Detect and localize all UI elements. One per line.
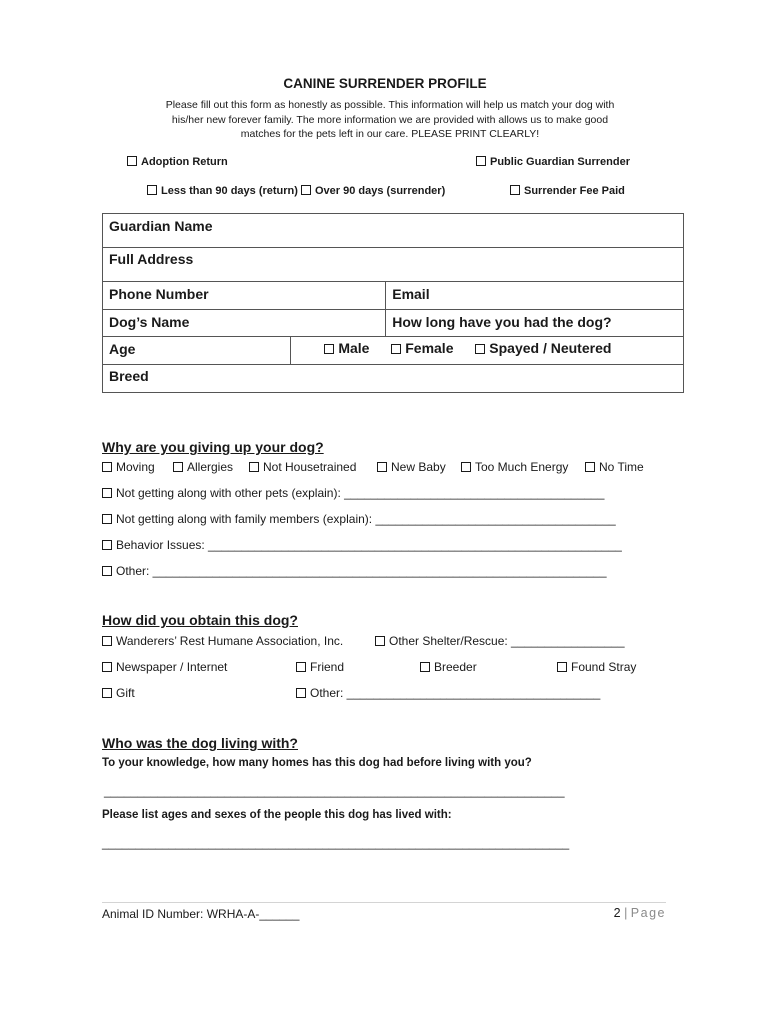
adoption-return-option[interactable]: Adoption Return xyxy=(127,156,228,168)
email-field[interactable]: Email xyxy=(386,282,684,310)
reason-new-baby[interactable]: New Baby xyxy=(377,460,446,474)
obtain-breeder[interactable]: Breeder xyxy=(420,660,477,674)
checkbox-icon[interactable] xyxy=(475,344,485,354)
checkbox-icon[interactable] xyxy=(102,540,112,550)
form-title: CANINE SURRENDER PROFILE xyxy=(283,76,487,91)
checkbox-icon[interactable] xyxy=(461,462,471,472)
checkbox-icon[interactable] xyxy=(301,185,311,195)
checkbox-icon[interactable] xyxy=(324,344,334,354)
obtain-wrha[interactable]: Wanderers’ Rest Humane Association, Inc. xyxy=(102,634,343,648)
checkbox-icon[interactable] xyxy=(173,462,183,472)
guardian-name-field[interactable]: Guardian Name xyxy=(103,214,684,248)
obtain-other[interactable]: Other: ______________________________________ xyxy=(296,686,600,700)
checkbox-icon[interactable] xyxy=(127,156,137,166)
obtain-gift[interactable]: Gift xyxy=(102,686,135,700)
less-than-90-option[interactable]: Less than 90 days (return) xyxy=(147,185,298,197)
homes-question: To your knowledge, how many homes has this dog had before living with you? xyxy=(102,757,532,769)
reason-not-housetrained[interactable]: Not Housetrained xyxy=(249,460,356,474)
intro-text xyxy=(138,98,642,142)
reason-moving[interactable]: Moving xyxy=(102,460,155,474)
obtain-newspaper[interactable]: Newspaper / Internet xyxy=(102,660,227,674)
full-address-field[interactable]: Full Address xyxy=(103,248,684,282)
intro-line-2: his/her new forever family. The more information we are provided with allows us to make good xyxy=(171,113,609,126)
obtain-friend[interactable]: Friend xyxy=(296,660,344,674)
checkbox-icon[interactable] xyxy=(391,344,401,354)
how-long-field[interactable]: How long have you had the dog? xyxy=(386,310,684,337)
checkbox-icon[interactable] xyxy=(102,514,112,524)
reason-too-much-energy[interactable]: Too Much Energy xyxy=(461,460,568,474)
checkbox-icon[interactable] xyxy=(102,488,112,498)
public-surrender-option[interactable]: Public Guardian Surrender xyxy=(476,156,630,168)
checkbox-icon[interactable] xyxy=(510,185,520,195)
checkbox-icon[interactable] xyxy=(377,462,387,472)
obtain-heading: How did you obtain this dog? xyxy=(102,612,298,628)
age-field[interactable]: Age xyxy=(103,337,291,365)
footer-divider xyxy=(102,902,666,903)
dog-name-field[interactable]: Dog’s Name xyxy=(103,310,386,337)
living-heading: Who was the dog living with? xyxy=(102,735,298,751)
checkbox-icon[interactable] xyxy=(375,636,385,646)
checkbox-icon[interactable] xyxy=(102,636,112,646)
intro-line-3: matches for the pets left in our care. PLEASE PRINT CLEARLY! xyxy=(240,128,540,140)
checkbox-icon[interactable] xyxy=(296,662,306,672)
checkbox-icon[interactable] xyxy=(296,688,306,698)
reason-other-pets[interactable]: Not getting along with other pets (explain): _______________________________________ xyxy=(102,486,604,500)
people-answer-line[interactable]: ______________________________________________________________________ xyxy=(102,836,570,850)
surrender-fee-option[interactable]: Surrender Fee Paid xyxy=(510,185,625,197)
animal-id: Animal ID Number: WRHA-A-______ xyxy=(102,907,300,921)
checkbox-icon[interactable] xyxy=(557,662,567,672)
spayed-option[interactable]: Spayed / Neutered xyxy=(475,340,611,356)
reason-allergies[interactable]: Allergies xyxy=(173,460,233,474)
checkbox-icon[interactable] xyxy=(102,566,112,576)
intro-line-1: Please fill out this form as honestly as possible. This information will help us match your dog with xyxy=(165,99,615,111)
phone-field[interactable]: Phone Number xyxy=(103,282,386,310)
male-option[interactable]: Male xyxy=(324,340,369,356)
checkbox-icon[interactable] xyxy=(102,688,112,698)
checkbox-icon[interactable] xyxy=(102,662,112,672)
sex-options xyxy=(291,337,684,365)
reason-other[interactable]: Other: ____________________________________________________________________ xyxy=(102,564,607,578)
checkbox-icon[interactable] xyxy=(102,462,112,472)
reason-no-time[interactable]: No Time xyxy=(585,460,644,474)
reasons-heading: Why are you giving up your dog? xyxy=(102,439,324,455)
guardian-info-table xyxy=(102,213,684,393)
reason-family-members[interactable]: Not getting along with family members (explain): ____________________________________ xyxy=(102,512,616,526)
homes-answer-line[interactable]: _____________________________________________________________________ xyxy=(104,784,565,798)
checkbox-icon[interactable] xyxy=(420,662,430,672)
female-option[interactable]: Female xyxy=(391,340,453,356)
checkbox-icon[interactable] xyxy=(585,462,595,472)
people-question: Please list ages and sexes of the people this dog has lived with: xyxy=(102,809,452,821)
checkbox-icon[interactable] xyxy=(476,156,486,166)
obtain-other-shelter[interactable]: Other Shelter/Rescue: _________________ xyxy=(375,634,625,648)
over-90-option[interactable]: Over 90 days (surrender) xyxy=(301,185,445,197)
checkbox-icon[interactable] xyxy=(249,462,259,472)
page-number: 2 | Page xyxy=(613,906,666,920)
checkbox-icon[interactable] xyxy=(147,185,157,195)
breed-field[interactable]: Breed xyxy=(103,365,684,393)
reason-behavior[interactable]: Behavior Issues: ______________________________________________________________ xyxy=(102,538,622,552)
obtain-found-stray[interactable]: Found Stray xyxy=(557,660,636,674)
